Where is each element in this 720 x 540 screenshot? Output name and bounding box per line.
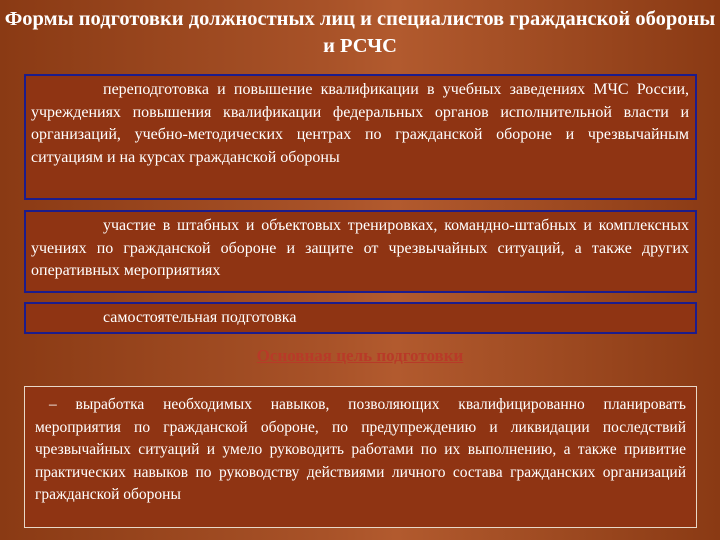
form-box-self-study <box>24 302 697 334</box>
goal-text: – выработка необходимых навыков, позволяющих квалифицированно планировать мероприятия по гражданской обороне, по предупреждению и ликвидации последствий чрезвычайных ситуаций и умело руководить работами по их выполнению, а также привитие практических навыков по руководству действиями личного состава гражданских организаций гражданской обороны <box>35 396 686 503</box>
form-box-retraining <box>24 74 697 200</box>
form-text: участие в штабных и объектовых тренировках, командно-штабных и комплексных учениях по гражданской обороне и защите от чрезвычайных ситуаций, а также других оперативных мероприятиях <box>31 217 689 279</box>
slide-title: Формы подготовки должностных лиц и специалистов гражданской обороны и РСЧС <box>4 8 716 57</box>
goal-box <box>24 386 697 528</box>
goal-heading: Основная цель подготовки <box>256 346 464 365</box>
form-box-exercises <box>24 210 697 293</box>
form-text: самостоятельная подготовка <box>103 309 297 326</box>
form-text: переподготовка и повышение квалификации в учебных заведениях МЧС России, учреждениях повышения квалификации федеральных органов исполнительной власти и организаций, учебно-методических центрах по гражданской обороне и чрезвычайным ситуациям и на курсах гражданской обороны <box>31 81 689 166</box>
